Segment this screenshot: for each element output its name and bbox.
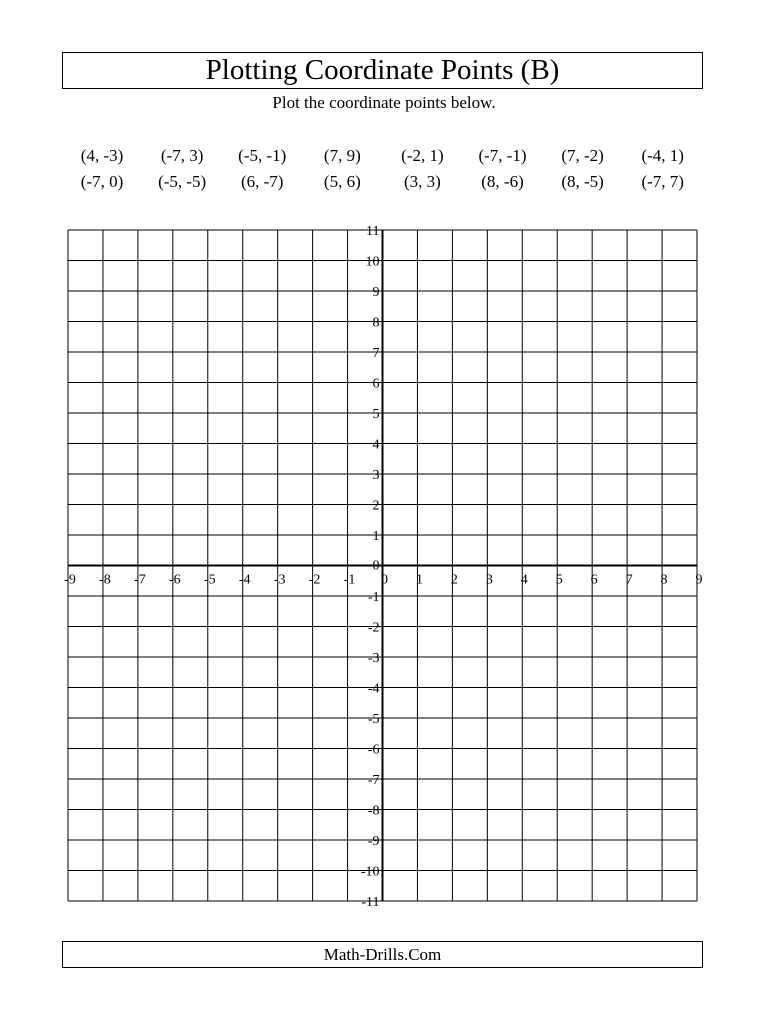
y-tick-label: -7 <box>367 773 380 788</box>
y-tick-label: 5 <box>372 407 380 422</box>
x-tick-label: -4 <box>238 572 251 588</box>
x-tick-label: 3 <box>485 572 493 588</box>
y-tick-label: -4 <box>367 681 380 697</box>
worksheet-title: Plotting Coordinate Points (B) <box>62 52 703 89</box>
coordinate-point: (-7, 0) <box>80 172 124 191</box>
x-tick-label: -5 <box>203 572 216 588</box>
coordinate-point: (-7, 7) <box>641 172 684 191</box>
x-tick-label: 7 <box>625 572 633 588</box>
y-tick-label: 11 <box>366 224 380 239</box>
y-tick-label: -8 <box>367 803 380 819</box>
y-tick-label: 0 <box>372 558 380 574</box>
coordinate-point: (3, 3) <box>404 172 441 191</box>
x-tick-label: -8 <box>99 572 111 588</box>
coordinate-point: (7, -2) <box>561 146 604 165</box>
x-tick-label: 1 <box>415 572 423 588</box>
coordinate-point: (6, -7) <box>240 172 284 191</box>
y-tick-label: 8 <box>372 315 380 331</box>
x-tick-label: 8 <box>660 572 668 588</box>
x-tick-label: 9 <box>695 572 703 588</box>
y-tick-label: 9 <box>372 285 380 300</box>
y-tick-label: -9 <box>367 834 380 849</box>
coordinate-point: (-7, -1) <box>478 146 527 165</box>
x-tick-label: 0 <box>381 572 388 588</box>
y-tick-label: 4 <box>372 437 380 453</box>
x-tick-label: -2 <box>308 572 321 588</box>
coordinate-point: (8, -5) <box>561 172 604 191</box>
coordinate-point: (-5, -1) <box>238 146 287 165</box>
x-tick-label: 4 <box>520 572 528 588</box>
y-tick-label: -1 <box>367 590 380 605</box>
coordinate-point: (-5, -5) <box>158 172 207 191</box>
y-tick-label: 10 <box>365 254 380 270</box>
y-tick-label: -6 <box>367 742 380 758</box>
coordinate-point: (5, 6) <box>323 172 361 191</box>
y-tick-label: 2 <box>372 498 380 514</box>
coordinate-point: (8, -6) <box>481 172 524 191</box>
x-tick-label: -9 <box>64 572 76 588</box>
coordinate-point: (-7, 3) <box>160 146 204 165</box>
x-tick-label: -1 <box>343 572 356 588</box>
y-tick-label: -2 <box>367 620 380 636</box>
coordinate-point: (-4, 1) <box>641 146 684 165</box>
coordinate-point: (4, -3) <box>80 146 124 165</box>
x-tick-label: -3 <box>273 572 286 588</box>
x-tick-label: 5 <box>555 572 563 588</box>
x-tick-label: 6 <box>590 572 598 588</box>
y-tick-label: 7 <box>372 346 380 361</box>
y-tick-label: -10 <box>360 864 380 880</box>
y-tick-label: -11 <box>361 895 380 910</box>
y-tick-label: 6 <box>372 376 380 392</box>
x-tick-label: -6 <box>168 572 181 588</box>
x-tick-label: -7 <box>134 572 146 588</box>
y-tick-label: -3 <box>367 651 380 666</box>
y-tick-label: 3 <box>372 468 380 483</box>
worksheet-instructions: Plot the coordinate points below. <box>272 93 496 112</box>
coordinate-point: (7, 9) <box>323 146 361 165</box>
footer-credit: Math-Drills.Com <box>62 941 703 968</box>
y-tick-label: 1 <box>372 529 380 544</box>
y-tick-label: -5 <box>367 712 380 727</box>
x-tick-label: 2 <box>450 572 458 588</box>
coordinate-point: (-2, 1) <box>401 146 444 165</box>
